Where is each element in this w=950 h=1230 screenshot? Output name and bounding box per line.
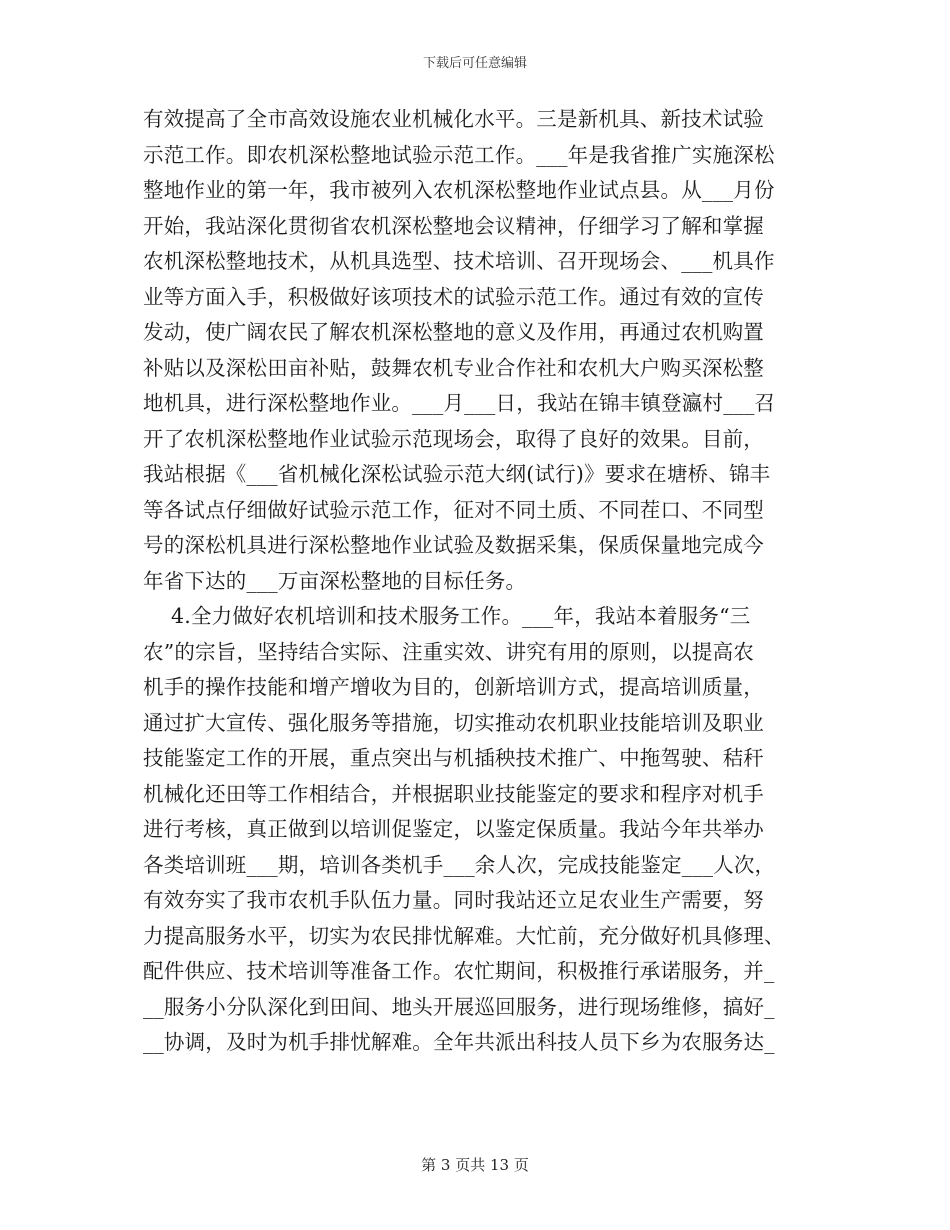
text-line: 地机具，进行深松整地作业。___月___日，我站在锦丰镇登瀛村___召	[143, 391, 776, 415]
text-line-paragraph-start: 4.全力做好农机培训和技术服务工作。___年，我站本着服务“三	[171, 604, 751, 628]
text-line: 开始，我站深化贯彻省农机深松整地会议精神，仔细学习了解和掌握	[143, 213, 764, 238]
text-line: 年省下达的___万亩深松整地的目标任务。	[143, 568, 527, 593]
text-line: 等各试点仔细做好试验示范工作，征对不同土质、不同茬口、不同型	[143, 497, 764, 522]
text-line: 业等方面入手，积极做好该项技术的试验示范工作。通过有效的宣传	[143, 284, 764, 309]
text-line: 有效提高了全市高效设施农业机械化水平。三是新机具、新技术试验	[143, 107, 764, 131]
text-line: 补贴以及深松田亩补贴，鼓舞农机专业合作社和农机大户购买深松整	[143, 355, 764, 380]
page-number: 第 3 页共 13 页	[421, 1156, 529, 1174]
text-line: 通过扩大宣传、强化服务等措施，切实推动农机职业技能培训及职业	[143, 710, 764, 735]
page-header-note: 下载后可任意编辑	[422, 56, 527, 71]
text-line: 发动，使广阔农民了解农机深松整地的意义及作用，再通过农机购置	[143, 320, 764, 344]
text-line: 各类培训班___期，培训各类机手___余人次，完成技能鉴定___人次，	[143, 852, 776, 877]
text-line: 我站根据《___省机械化深松试验示范大纲(试行)》要求在塘桥、锦丰	[143, 462, 771, 486]
text-line: 农”的宗旨，坚持结合实际、注重实效、讲究有用的原则，以提高农	[143, 639, 754, 664]
text-line: __协调，及时为机手排忧解难。全年共派出科技人员下乡为农服务达_	[143, 1030, 775, 1054]
text-line: 号的深松机具进行深松整地作业试验及数据采集，保质保量地完成今	[143, 533, 764, 557]
text-line: 整地作业的第一年，我市被列入农机深松整地作业试点县。从___月份	[143, 178, 775, 202]
text-line: 农机深松整地技术，从机具选型、技术培训、召开现场会、___机具作	[143, 249, 775, 273]
text-line: 示范工作。即农机深松整地试验示范工作。___年是我省推广实施深松	[143, 142, 775, 167]
text-line: 进行考核，真正做到以培训促鉴定，以鉴定保质量。我站今年共举办	[143, 817, 764, 841]
text-line: 配件供应、技术培训等准备工作。农忙期间，积极推行承诺服务，并_	[143, 959, 775, 983]
text-line: 机械化还田等工作相结合，并根据职业技能鉴定的要求和程序对机手	[143, 781, 764, 806]
text-line: 有效夯实了我市农机手队伍力量。同时我站还立足农业生产需要，努	[143, 888, 764, 912]
text-line: __服务小分队深化到田间、地头开展巡回服务，进行现场维修，搞好_	[143, 994, 775, 1019]
text-line: 技能鉴定工作的开展，重点突出与机插秧技术推广、中拖驾驶、秸秆	[143, 746, 764, 770]
text-line: 开了农机深松整地作业试验示范现场会，取得了良好的效果。目前，	[143, 426, 764, 451]
document-body	[143, 102, 807, 1061]
text-line: 力提高服务水平，切实为农民排忧解难。大忙前，充分做好机具修理、	[143, 923, 785, 948]
text-line: 机手的操作技能和增产增收为目的，创新培训方式，提高培训质量，	[143, 675, 764, 699]
